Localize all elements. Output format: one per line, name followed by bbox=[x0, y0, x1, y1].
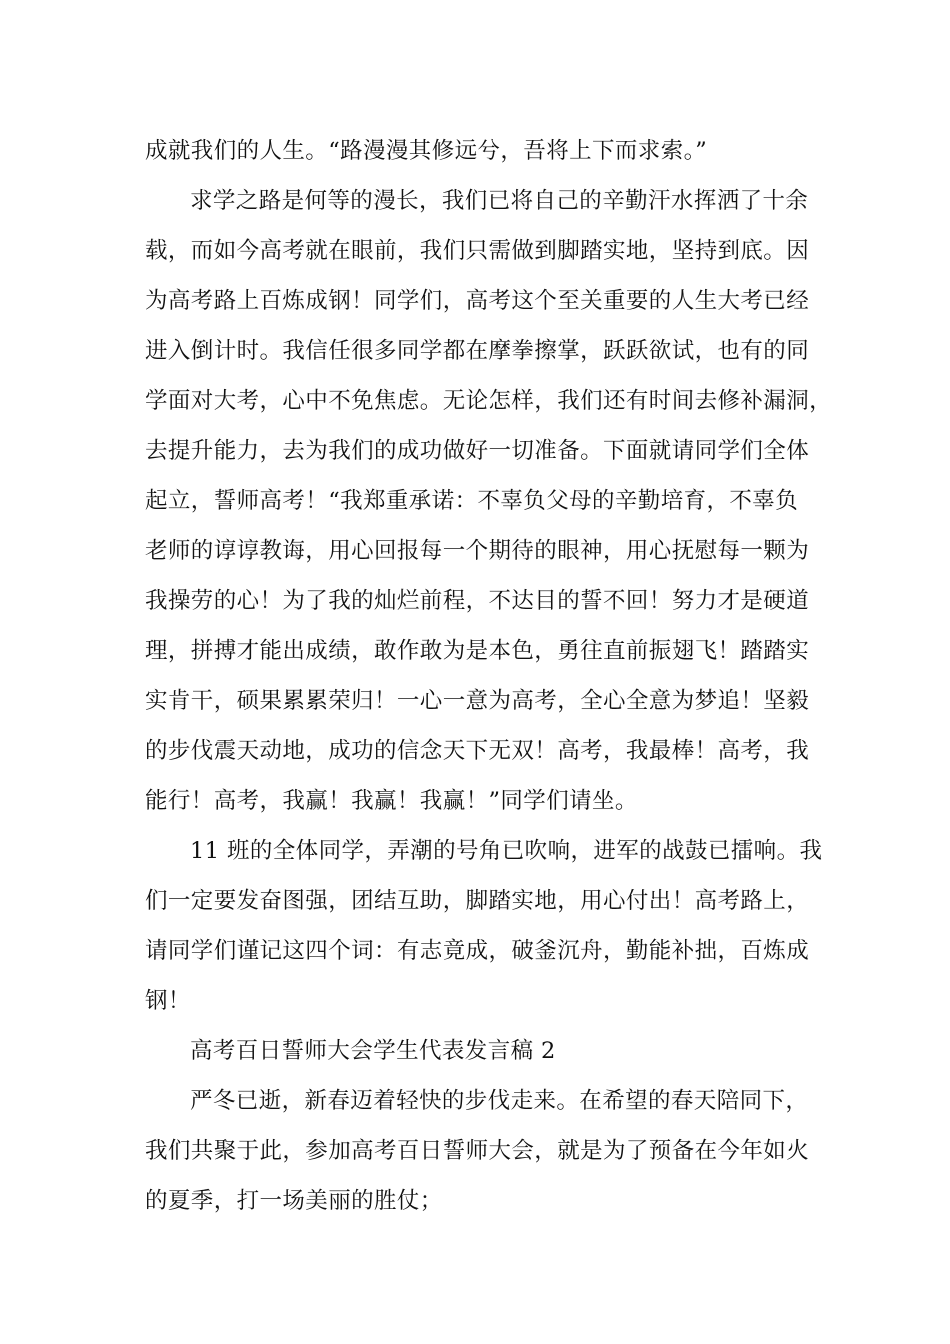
paragraph-start-line: 11 班的全体同学，弄潮的号角已吹响，进军的战鼓已擂响。我 bbox=[190, 838, 823, 864]
text-line: 成就我们的人生。“路漫漫其修远兮，吾将上下而求索。” bbox=[145, 138, 708, 164]
section-heading: 高考百日誓师大会学生代表发言稿 2 bbox=[190, 1038, 556, 1064]
text-line: 能行！高考，我赢！我赢！我赢！”同学们请坐。 bbox=[145, 788, 638, 814]
paragraph-start-line: 严冬已逝，新春迈着轻快的步伐走来。在希望的春天陪同下， bbox=[190, 1088, 809, 1114]
text-line: 请同学们谨记这四个词：有志竟成，破釜沉舟，勤能补拙，百炼成 bbox=[145, 938, 810, 964]
text-line: 钢！ bbox=[145, 988, 191, 1014]
text-line: 们一定要发奋图强，团结互助，脚踏实地，用心付出！高考路上， bbox=[145, 888, 810, 914]
text-line: 我们共聚于此，参加高考百日誓师大会，就是为了预备在今年如火 bbox=[145, 1138, 810, 1164]
text-line: 我操劳的心！为了我的灿烂前程，不达目的誓不回！努力才是硬道 bbox=[145, 588, 810, 614]
text-line: 载，而如今高考就在眼前，我们只需做到脚踏实地，坚持到底。因 bbox=[145, 238, 810, 264]
text-line: 的夏季，打一场美丽的胜仗； bbox=[145, 1188, 443, 1214]
text-line: 起立，誓师高考！“我郑重承诺：不辜负父母的辛勤培育，不辜负 bbox=[145, 488, 799, 514]
text-line: 老师的谆谆教诲，用心回报每一个期待的眼神，用心抚慰每一颗为 bbox=[145, 538, 810, 564]
text-line: 去提升能力，去为我们的成功做好一切准备。下面就请同学们全体 bbox=[145, 438, 810, 464]
paragraph-start-line: 求学之路是何等的漫长，我们已将自己的辛勤汗水挥洒了十余 bbox=[190, 188, 809, 214]
text-line: 实肯干，硕果累累荣归！一心一意为高考，全心全意为梦追！坚毅 bbox=[145, 688, 810, 714]
text-line: 理，拼搏才能出成绩，敢作敢为是本色，勇往直前振翅飞！踏踏实 bbox=[145, 638, 810, 664]
text-line: 为高考路上百炼成钢！同学们，高考这个至关重要的人生大考已经 bbox=[145, 288, 810, 314]
text-line: 的步伐震天动地，成功的信念天下无双！高考，我最棒！高考，我 bbox=[145, 738, 810, 764]
text-line: 进入倒计时。我信任很多同学都在摩拳擦掌，跃跃欲试，也有的同 bbox=[145, 338, 810, 364]
text-line: 学面对大考，心中不免焦虑。无论怎样，我们还有时间去修补漏洞， bbox=[145, 388, 833, 414]
